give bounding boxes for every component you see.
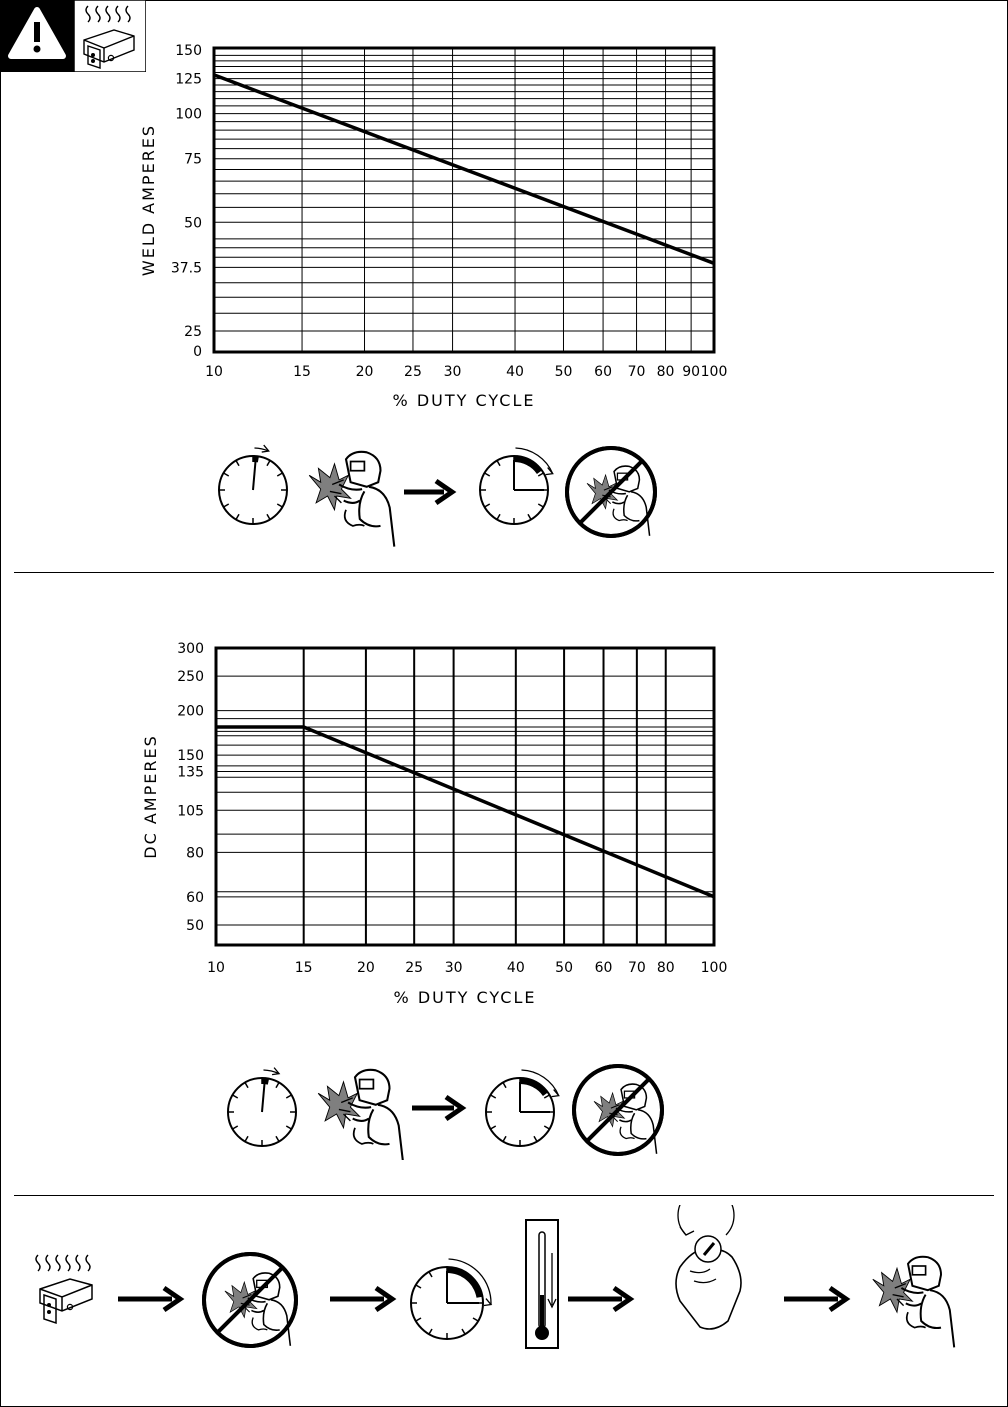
stopwatch-icon — [486, 1070, 559, 1146]
y-tick-label: 80 — [186, 845, 204, 862]
stopwatch-icon — [480, 448, 553, 524]
y-tick-label: 100 — [175, 106, 202, 123]
y-tick-label: 50 — [186, 918, 204, 934]
x-tick-label: 100 — [700, 960, 728, 976]
right-arrow-icon — [412, 1097, 462, 1119]
welder-welding-icon — [873, 1257, 954, 1348]
section-divider — [14, 572, 994, 573]
x-tick-label: 80 — [656, 364, 675, 380]
x-tick-label: 25 — [404, 364, 422, 380]
right-arrow-icon — [404, 481, 452, 503]
stopwatch-icon — [411, 1259, 491, 1339]
plot-area — [216, 648, 714, 945]
y-tick-label: 50 — [184, 215, 202, 232]
y-tick-label: 60 — [186, 889, 204, 906]
x-tick-label: 20 — [355, 364, 374, 380]
right-arrow-icon — [330, 1288, 392, 1310]
no-welding-icon — [574, 1066, 662, 1154]
x-tick-label: 80 — [656, 960, 675, 976]
overheating-machine-icon — [36, 1255, 92, 1323]
right-arrow-icon — [784, 1288, 846, 1310]
x-tick-label: 15 — [294, 960, 313, 976]
x-tick-label: 10 — [205, 364, 223, 380]
x-tick-label: 40 — [506, 364, 524, 380]
section-divider — [14, 1195, 994, 1196]
y-tick-label: 75 — [184, 151, 202, 168]
y-tick-label: 25 — [184, 324, 202, 340]
no-welding-icon — [567, 448, 655, 536]
overheat-sequence — [0, 1205, 1008, 1355]
x-tick-label: 70 — [627, 960, 646, 976]
y-tick-label: 135 — [177, 764, 204, 781]
series-line — [216, 727, 714, 897]
x-tick-label: 30 — [444, 960, 463, 976]
y-tick-label: 150 — [175, 43, 202, 59]
x-tick-label: 30 — [443, 364, 462, 380]
duty-cycle-chart-weld-amperes — [0, 0, 1008, 420]
thermometer-icon — [526, 1220, 558, 1348]
y-tick-label: 105 — [177, 803, 204, 820]
x-tick-label: 50 — [554, 364, 573, 380]
x-tick-label: 70 — [627, 364, 646, 380]
no-welding-icon — [204, 1254, 296, 1346]
stopwatch-icon — [219, 445, 287, 524]
x-tick-label: 60 — [594, 364, 612, 380]
welder-welding-icon — [309, 452, 394, 547]
y-tick-label: 300 — [177, 641, 204, 657]
plot-area — [214, 48, 714, 352]
stopwatch-icon — [228, 1068, 296, 1146]
x-tick-label: 20 — [356, 960, 375, 976]
x-tick-label: 90 — [682, 364, 701, 380]
x-tick-label: 100 — [700, 364, 728, 380]
duty-cycle-sequence — [0, 1060, 1008, 1160]
x-axis-label: % DUTY CYCLE — [392, 391, 536, 410]
y-tick-label: 150 — [177, 748, 204, 765]
hand-knob-icon — [676, 1205, 741, 1329]
y-axis-label: WELD AMPERES — [139, 123, 158, 277]
y-tick-label: 0 — [193, 344, 202, 360]
y-tick-label: 250 — [177, 669, 204, 686]
x-tick-label: 40 — [506, 960, 525, 976]
y-tick-label: 200 — [177, 703, 204, 720]
y-tick-label: 125 — [175, 71, 202, 88]
duty-cycle-chart-dc-amperes — [0, 600, 1008, 1020]
x-tick-label: 60 — [594, 960, 613, 976]
x-tick-label: 50 — [555, 960, 574, 976]
x-tick-label: 25 — [405, 960, 424, 976]
y-axis-label: DC AMPERES — [141, 734, 160, 859]
y-tick-label: 37.5 — [170, 260, 202, 277]
x-axis-label: % DUTY CYCLE — [393, 988, 537, 1007]
right-arrow-icon — [568, 1288, 630, 1310]
right-arrow-icon — [118, 1288, 180, 1310]
duty-cycle-sequence — [0, 440, 1008, 550]
x-tick-label: 10 — [207, 960, 225, 976]
x-tick-label: 15 — [293, 364, 311, 380]
welder-welding-icon — [318, 1070, 403, 1160]
